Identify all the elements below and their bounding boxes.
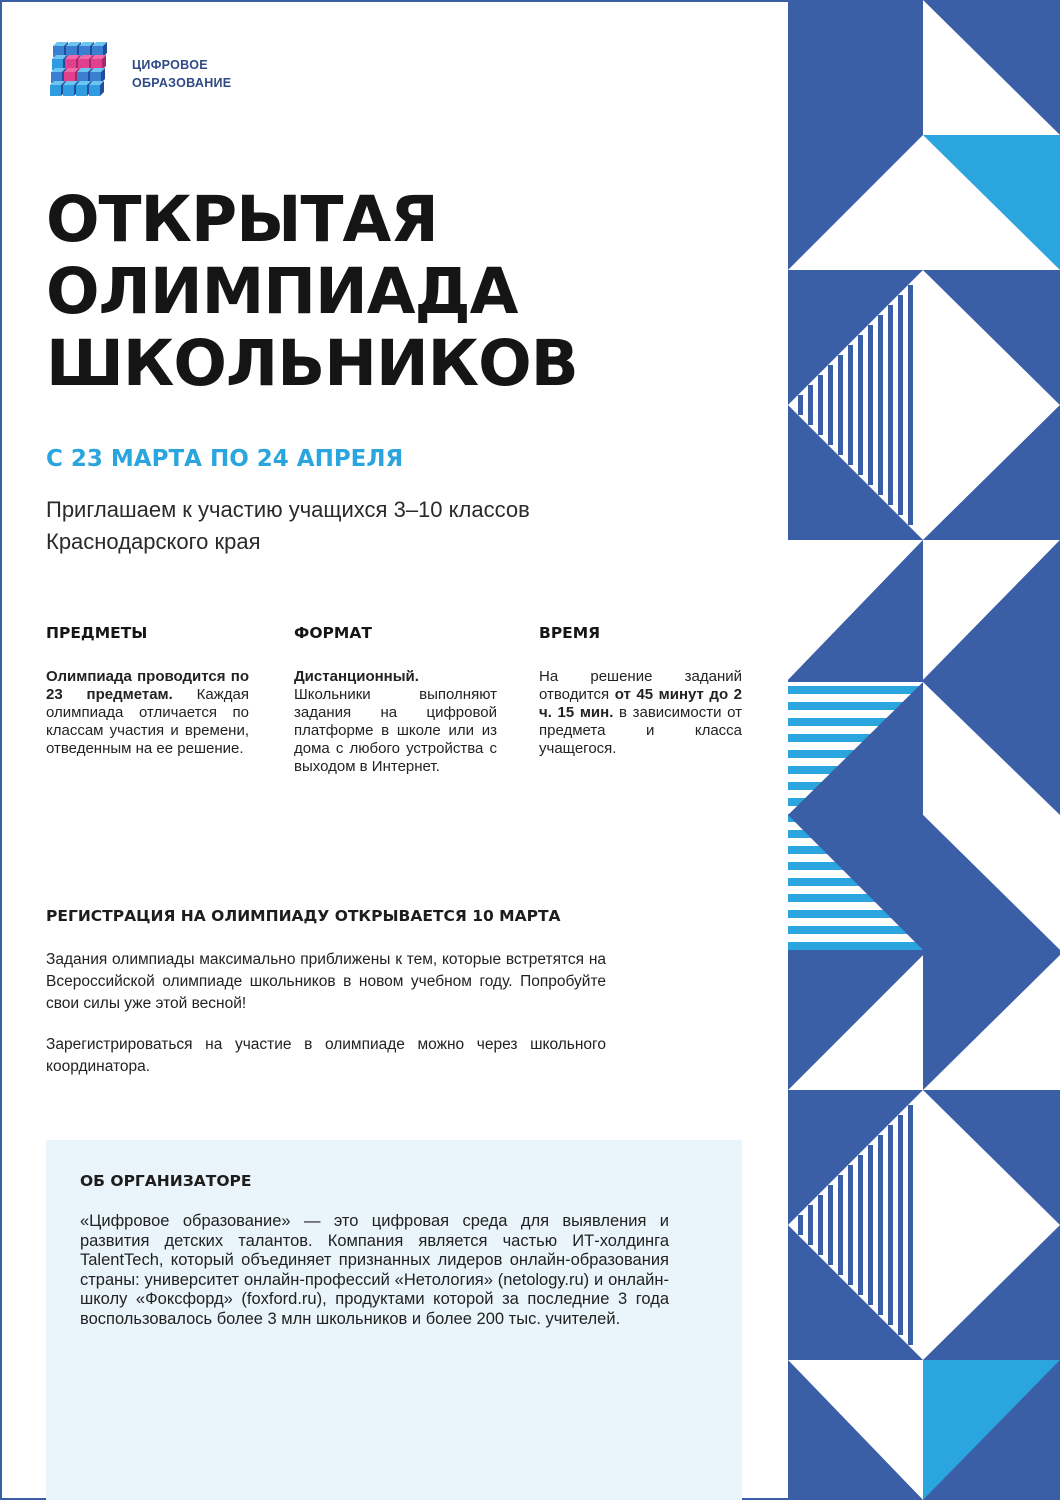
logo-line-2: ОБРАЗОВАНИЕ (132, 76, 232, 90)
time-text-1: На решение заданий отводится (539, 668, 742, 703)
registration-paragraph-2: Зарегистрироваться на участие в олимпиаде можно через школьного координатора. (46, 1036, 606, 1075)
time-bold: от 45 минут до 2 ч. 15 мин. (539, 686, 742, 721)
format-body (294, 668, 497, 776)
event-dates: С 23 МАРТА ПО 24 АПРЕЛЯ (46, 446, 404, 472)
time-text-2: в зависимости от предмета и класса учащегося. (539, 704, 742, 757)
format-heading: ФОРМАТ (294, 624, 372, 642)
invitation-text (46, 494, 530, 558)
subjects-text: Каждая олимпиада отличается по классам участия и времени, отведенным на ее решение. (46, 686, 249, 757)
format-text: Школьники выполняют задания на цифровой платформе в школе или из дома с любого устройства с выходом в Интернет. (294, 686, 497, 775)
organizer-heading: ОБ ОРГАНИЗАТОРЕ (80, 1172, 252, 1190)
subjects-heading: ПРЕДМЕТЫ (46, 624, 148, 642)
title-line-3: ШКОЛЬНИКОВ (46, 327, 578, 400)
subjects-bold: Олимпиада проводится по 23 предметам. (46, 668, 249, 703)
format-bold: Дистанционный. (294, 668, 419, 685)
invitation-line-2: Краснодарского края (46, 529, 261, 554)
logo-line-1: ЦИФРОВОЕ (132, 58, 208, 72)
logo-wordmark (132, 56, 231, 92)
geometric-pattern (788, 0, 1060, 1500)
organizer-text: «Цифровое образование» — это цифровая среда для выявления и развития детских талантов. Компания является частью ИТ-холдинга TalentTech, который объединяет признанных лидеров онлайн-образования страны: университет онлайн-профессий «Нетология» (netology.ru) и онлайн-школу «Фоксфорд» (foxford.ru), продуктами которой за последние 3 года воспользовалось более 3 млн школьников и более 200 тыс. учителей. (80, 1212, 669, 1328)
invitation-line-1: Приглашаем к участию учащихся 3–10 классов (46, 497, 530, 522)
subjects-column (46, 624, 249, 758)
title-line-2: ОЛИМПИАДА (46, 255, 518, 328)
time-column (539, 624, 742, 758)
time-heading: ВРЕМЯ (539, 624, 601, 642)
format-column (294, 624, 497, 776)
time-body (539, 668, 742, 758)
organizer-box (46, 1140, 742, 1500)
title-line-1: ОТКРЫТАЯ (46, 183, 438, 256)
page-title (46, 184, 578, 400)
subjects-body (46, 668, 249, 758)
cube-logo-icon (46, 40, 116, 104)
registration-heading: РЕГИСТРАЦИЯ НА ОЛИМПИАДУ ОТКРЫВАЕТСЯ 10 МАРТА (46, 907, 561, 925)
registration-paragraph-1: Задания олимпиады максимально приближены к тем, которые встретятся на Всероссийской олимпиаде школьников в новом учебном году. Попробуйте свои силы уже этой весной! (46, 951, 606, 1012)
